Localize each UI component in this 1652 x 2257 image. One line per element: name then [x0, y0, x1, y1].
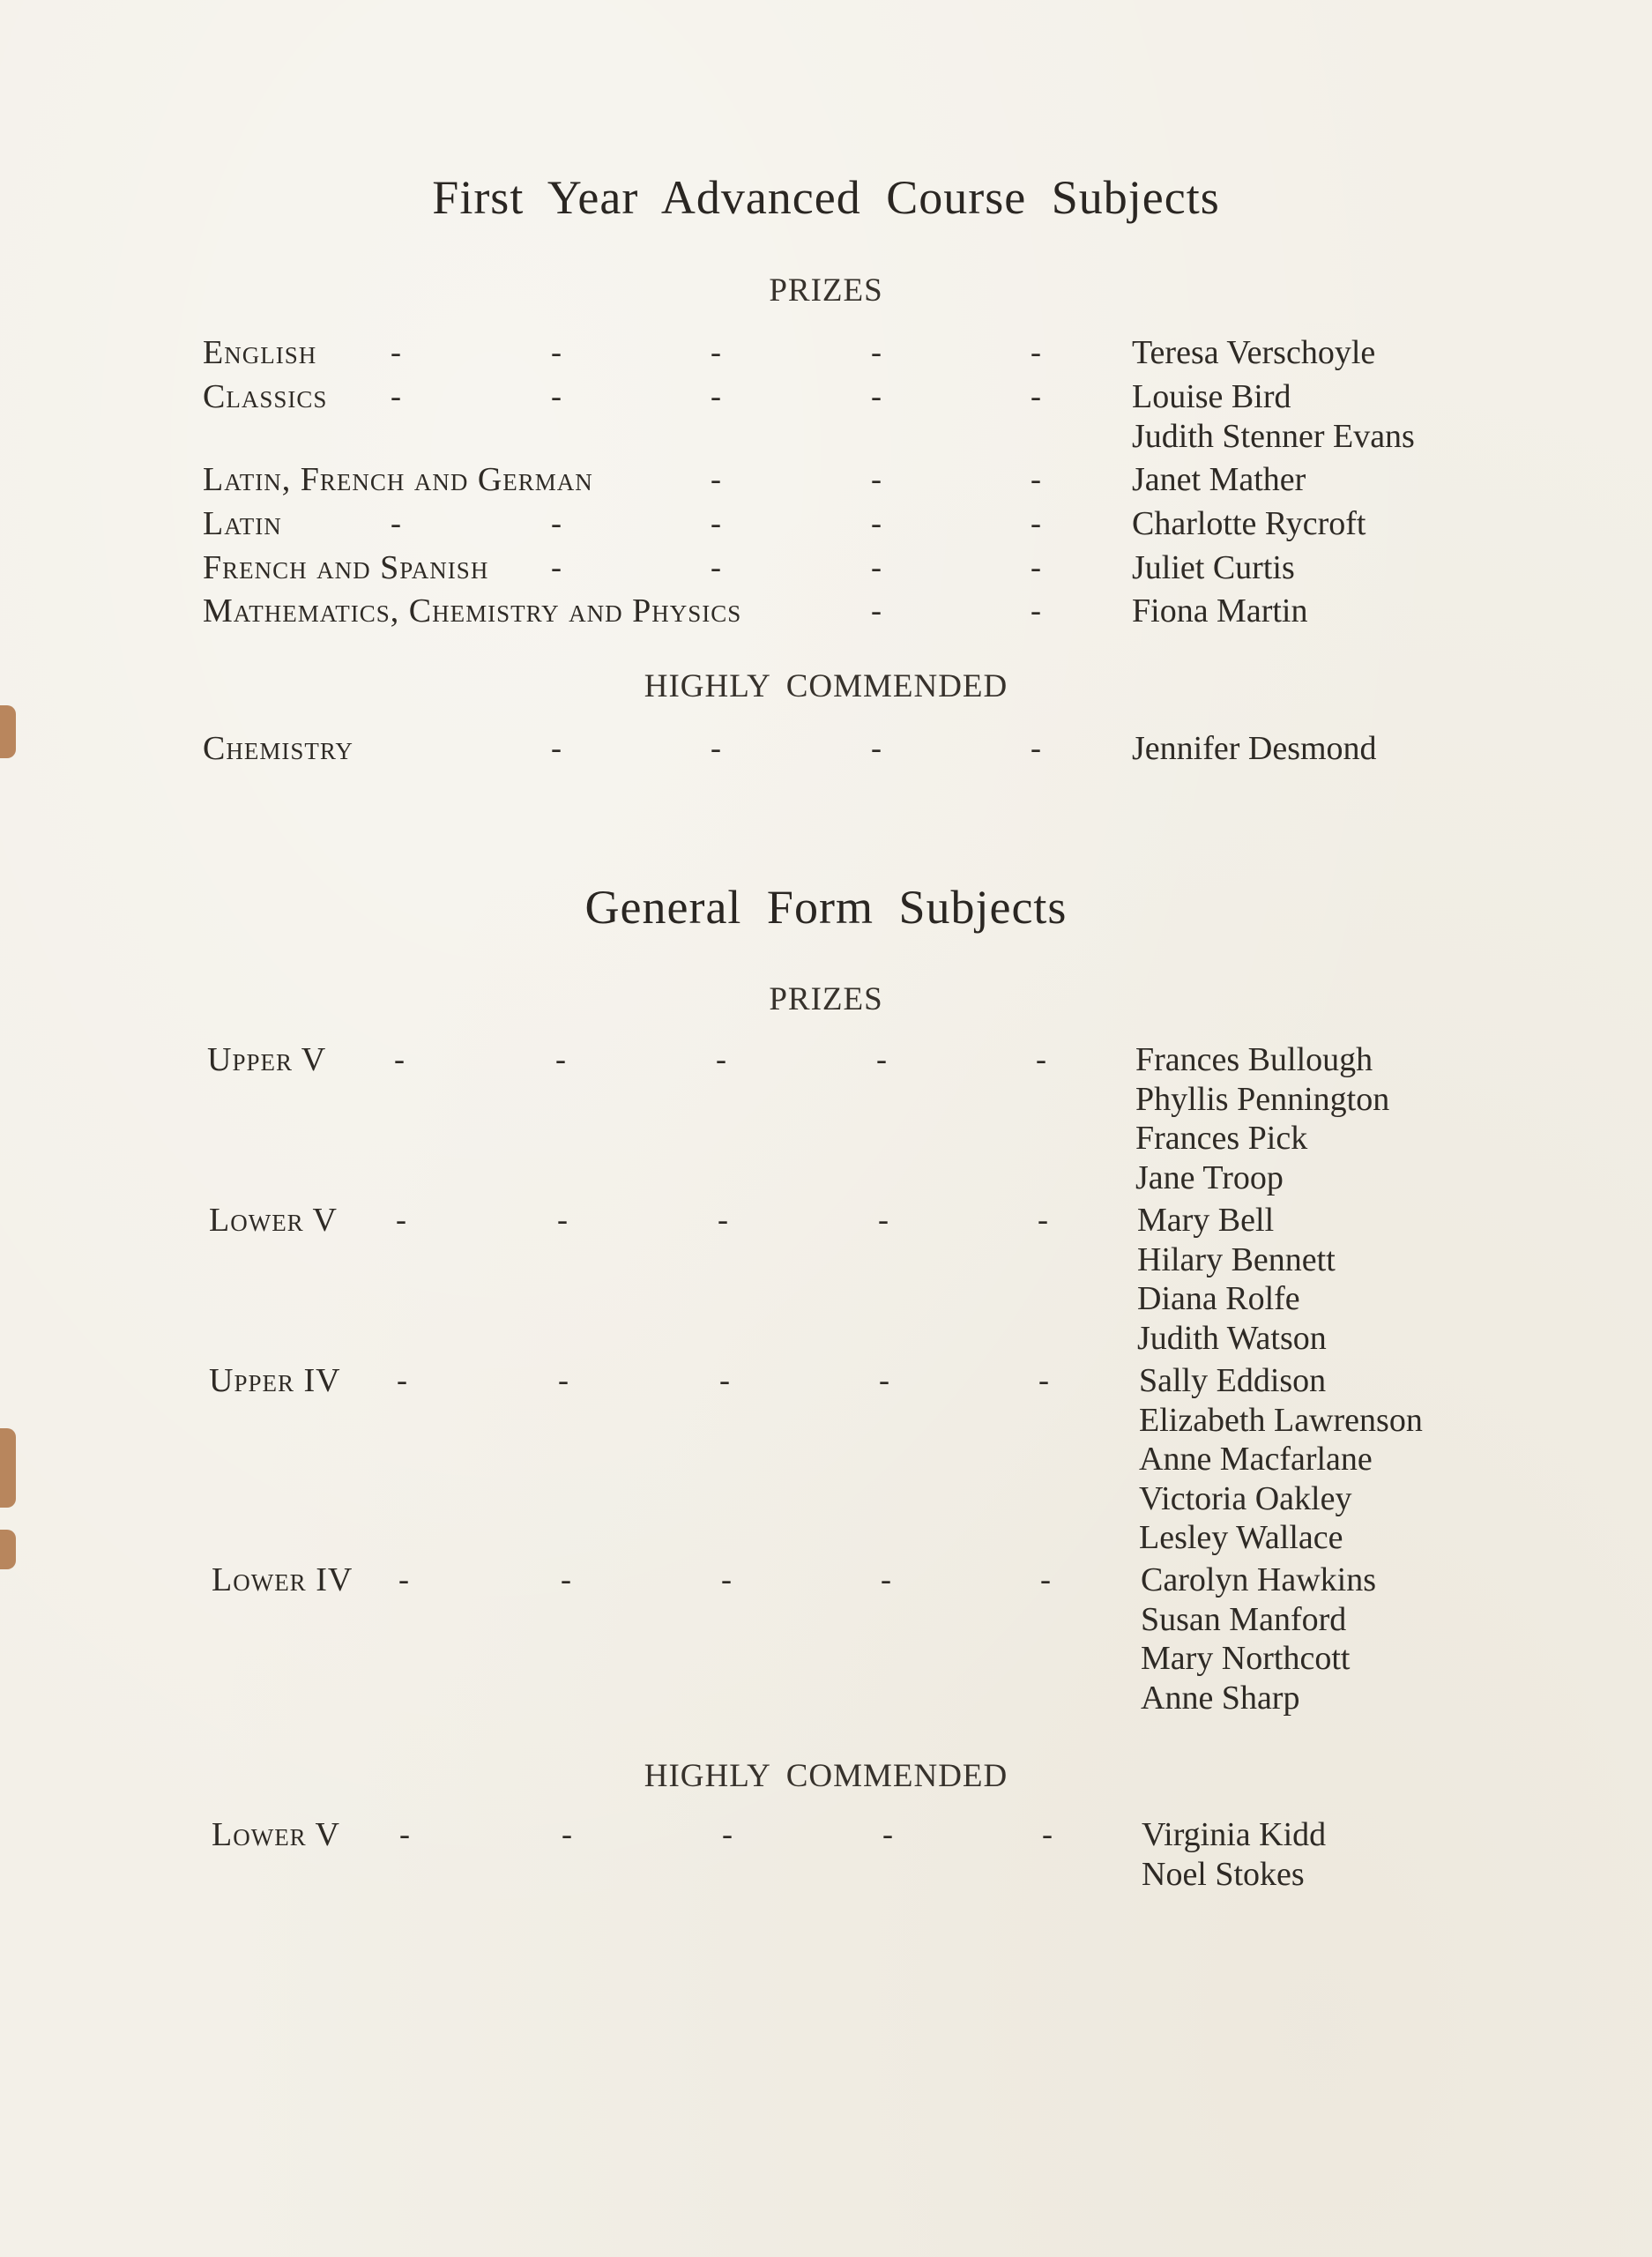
- commended-entry: [0, 1815, 1652, 1893]
- advanced-title: First Year Advanced Course Subjects: [432, 171, 1220, 224]
- leader-dash: -: [711, 730, 721, 765]
- winner-names: [1132, 377, 1415, 456]
- general-prizes-heading: PRIZES: [769, 981, 883, 1017]
- leader-dash: -: [396, 1202, 406, 1237]
- prize-entry: [0, 333, 1652, 377]
- winner-name: Mary Bell: [1137, 1202, 1275, 1239]
- subject-label: Lower IV: [212, 1561, 353, 1598]
- leader-dash: -: [711, 505, 721, 540]
- leader-dash: -: [399, 1816, 410, 1851]
- prize-entry: [0, 1040, 1652, 1196]
- leader-dash: -: [716, 1041, 726, 1076]
- leader-dash: -: [871, 549, 882, 585]
- leader-dash: -: [555, 1041, 566, 1076]
- commended-entry: [0, 729, 1652, 773]
- subject-label: Lower V: [212, 1816, 340, 1853]
- subject-label: English: [203, 334, 317, 371]
- subject-label: Latin: [203, 505, 282, 542]
- leader-dash: -: [1031, 334, 1041, 369]
- leader-dash: -: [1038, 1362, 1049, 1397]
- leader-dash: -: [1031, 505, 1041, 540]
- winner-name: Diana Rolfe: [1137, 1280, 1300, 1317]
- winner-name: Jane Troop: [1135, 1158, 1284, 1196]
- subject-label: French and Spanish: [203, 549, 489, 586]
- leader-dash: -: [882, 1816, 893, 1851]
- leader-dash: -: [871, 505, 882, 540]
- prize-entry: [0, 460, 1652, 504]
- leader-dash: -: [1031, 461, 1041, 496]
- winner-name: Jennifer Desmond: [1132, 730, 1377, 767]
- leader-dash: -: [871, 461, 882, 496]
- leader-dash: -: [1031, 592, 1041, 628]
- leader-dash: -: [718, 1202, 728, 1237]
- leader-dash: -: [397, 1362, 407, 1397]
- winner-names: [1139, 1361, 1423, 1558]
- leader-dash: -: [711, 461, 721, 496]
- winner-name: Victoria Oakley: [1139, 1479, 1352, 1517]
- leader-dash: -: [557, 1202, 568, 1237]
- prize-entry: [0, 377, 1652, 455]
- winner-names: [1132, 504, 1366, 544]
- leader-dash: -: [721, 1561, 732, 1597]
- winner-name: Mary Northcott: [1141, 1640, 1351, 1677]
- winner-name: Frances Pick: [1135, 1120, 1308, 1157]
- winner-name: Juliet Curtis: [1132, 549, 1295, 586]
- leader-dash: -: [871, 730, 882, 765]
- prize-entry: [0, 592, 1652, 636]
- winner-names: [1135, 1040, 1389, 1197]
- leader-dash: -: [1031, 730, 1041, 765]
- general-title: General Form Subjects: [584, 881, 1068, 934]
- leader-dash: -: [551, 378, 562, 413]
- leader-dash: -: [711, 549, 721, 585]
- leader-dash: -: [1038, 1202, 1048, 1237]
- winner-name: Fiona Martin: [1132, 592, 1308, 629]
- advanced-prizes-heading: PRIZES: [769, 272, 883, 309]
- leader-dash: -: [558, 1362, 569, 1397]
- prize-entry: [0, 1201, 1652, 1357]
- winner-name: Sally Eddison: [1139, 1362, 1327, 1399]
- subject-label: Latin, French and German: [203, 461, 593, 498]
- leader-dash: -: [562, 1816, 572, 1851]
- winner-names: [1141, 1561, 1376, 1717]
- prize-entry: [0, 1361, 1652, 1556]
- leader-dash: -: [561, 1561, 571, 1597]
- leader-dash: -: [391, 378, 401, 413]
- paper-stain: [0, 1428, 16, 1508]
- leader-dash: -: [551, 334, 562, 369]
- subject-label: Classics: [203, 378, 328, 415]
- general-commended-heading: HIGHLY COMMENDED: [644, 1758, 1008, 1794]
- subject-label: Mathematics, Chemistry and Physics: [203, 592, 742, 629]
- winner-names: [1132, 729, 1377, 769]
- winner-names: [1142, 1815, 1326, 1894]
- winner-name: Elizabeth Lawrenson: [1139, 1401, 1423, 1439]
- winner-name: Anne Sharp: [1141, 1679, 1300, 1717]
- prize-entry: [0, 1561, 1652, 1717]
- winner-name: Louise Bird: [1132, 378, 1291, 415]
- subject-label: Lower V: [209, 1202, 338, 1239]
- leader-dash: -: [551, 505, 562, 540]
- leader-dash: -: [879, 1362, 889, 1397]
- leader-dash: -: [711, 334, 721, 369]
- winner-name: Susan Manford: [1141, 1600, 1347, 1638]
- winner-names: [1132, 548, 1295, 588]
- winner-name: Janet Mather: [1132, 461, 1306, 498]
- leader-dash: -: [1042, 1816, 1053, 1851]
- leader-dash: -: [398, 1561, 409, 1597]
- leader-dash: -: [871, 378, 882, 413]
- winner-name: Teresa Verschoyle: [1132, 334, 1376, 371]
- winner-name: Charlotte Rycroft: [1132, 505, 1366, 542]
- winner-names: [1132, 592, 1307, 631]
- winner-name: Phyllis Pennington: [1135, 1080, 1390, 1118]
- winner-names: [1132, 333, 1375, 373]
- leader-dash: -: [551, 730, 562, 765]
- winner-name: Judith Watson: [1137, 1319, 1327, 1357]
- leader-dash: -: [391, 334, 401, 369]
- leader-dash: -: [871, 592, 882, 628]
- leader-dash: -: [881, 1561, 891, 1597]
- winner-name: Lesley Wallace: [1139, 1519, 1343, 1556]
- leader-dash: -: [1040, 1561, 1051, 1597]
- leader-dash: -: [1036, 1041, 1046, 1076]
- winner-name: Frances Bullough: [1135, 1041, 1373, 1078]
- leader-dash: -: [876, 1041, 887, 1076]
- prize-entry: [0, 548, 1652, 592]
- leader-dash: -: [391, 505, 401, 540]
- leader-dash: -: [722, 1816, 733, 1851]
- leader-dash: -: [871, 334, 882, 369]
- winner-name: Noel Stokes: [1142, 1855, 1305, 1893]
- subject-label: Upper IV: [209, 1362, 341, 1399]
- leader-dash: -: [394, 1041, 405, 1076]
- leader-dash: -: [1031, 549, 1041, 585]
- subject-label: Chemistry: [203, 730, 353, 767]
- leader-dash: -: [551, 549, 562, 585]
- subject-label: Upper V: [207, 1041, 327, 1078]
- winner-name: Virginia Kidd: [1142, 1816, 1327, 1853]
- winner-name: Carolyn Hawkins: [1141, 1561, 1377, 1598]
- advanced-commended-heading: HIGHLY COMMENDED: [644, 668, 1008, 704]
- winner-name: Judith Stenner Evans: [1132, 417, 1415, 455]
- winner-names: [1132, 460, 1306, 500]
- winner-name: Hilary Bennett: [1137, 1240, 1336, 1278]
- leader-dash: -: [1031, 378, 1041, 413]
- leader-dash: -: [878, 1202, 889, 1237]
- winner-names: [1137, 1201, 1336, 1358]
- leader-dash: -: [719, 1362, 730, 1397]
- prize-entry: [0, 504, 1652, 548]
- winner-name: Anne Macfarlane: [1139, 1441, 1373, 1478]
- leader-dash: -: [711, 378, 721, 413]
